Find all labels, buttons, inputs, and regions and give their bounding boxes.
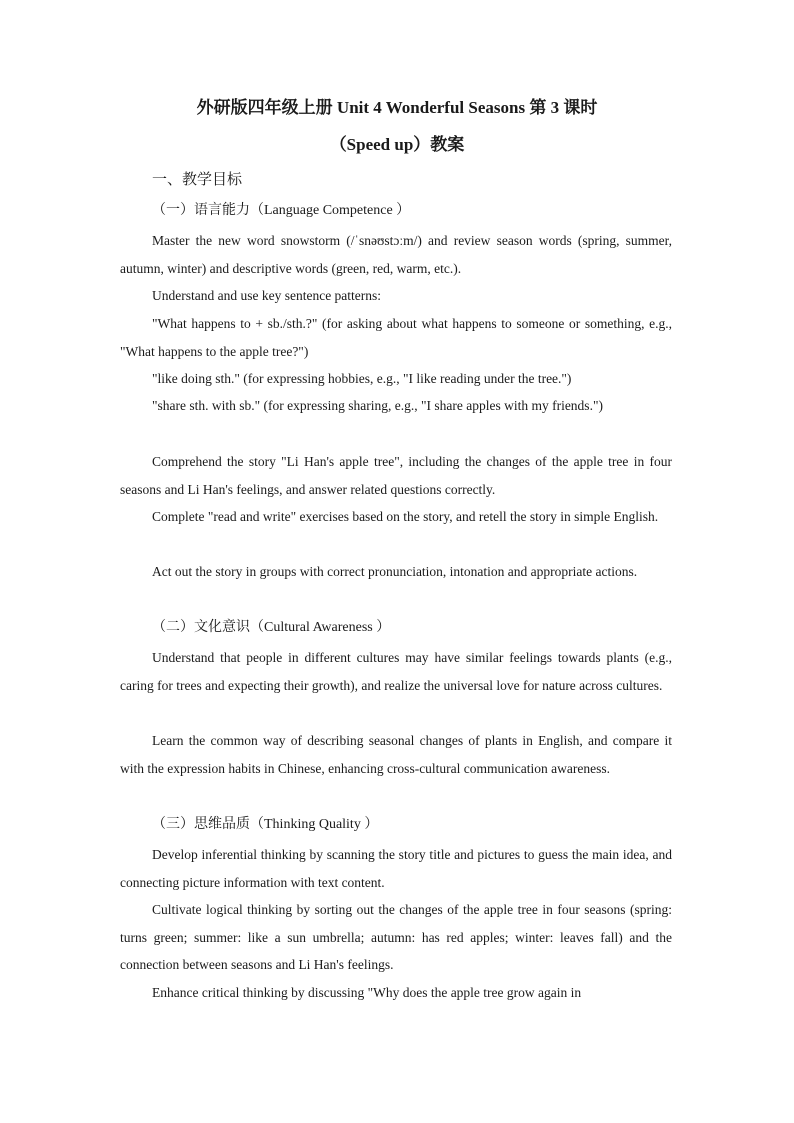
document-title-line-2: （Speed up）教案 bbox=[329, 135, 465, 154]
paragraph: Understand that people in different cultures may have similar feelings towards plants (e.g., caring for trees and expecting their growth), and realize the universal love for nature across cultures. bbox=[120, 650, 672, 693]
paragraph: Cultivate logical thinking by sorting out the changes of the apple tree in four seasons (spring: turns green; summer: like a sun umbrella; autumn: has red apples; winter: leaves fall) and the connection between seasons and Li Han's feelings. bbox=[120, 902, 672, 972]
paragraph: Learn the common way of describing seasonal changes of plants in English, and compare it with the expression habits in Chinese, enhancing cross-cultural communication awareness. bbox=[120, 733, 672, 776]
paragraph: "share sth. with sb." (for expressing sharing, e.g., "I share apples with my friends.") bbox=[152, 398, 603, 413]
subsection-heading-language-competence: （一）语言能力（Language Competence ） bbox=[152, 203, 411, 218]
paragraph: Develop inferential thinking by scanning the story title and pictures to guess the main idea, and connecting picture information with text content. bbox=[120, 847, 672, 890]
paragraph: Enhance critical thinking by discussing "Why does the apple tree grow again in bbox=[152, 985, 582, 1000]
paragraph: Understand and use key sentence patterns: bbox=[152, 288, 382, 303]
paragraph: "like doing sth." (for expressing hobbies, e.g., "I like reading under the tree.") bbox=[152, 371, 572, 386]
paragraph: Complete "read and write" exercises based on the story, and retell the story in simple English. bbox=[152, 509, 659, 524]
subsection-heading-thinking-quality: （三）思维品质（Thinking Quality ） bbox=[152, 817, 379, 832]
subsection-heading-cultural-awareness: （二）文化意识（Cultural Awareness ） bbox=[152, 620, 391, 635]
paragraph: Master the new word snowstorm (/ˈsnəʊstɔːm/) and review season words (spring, summer, autumn, winter) and descriptive words (green, red, warm, etc.). bbox=[120, 233, 672, 276]
paragraph: Comprehend the story "Li Han's apple tree", including the changes of the apple tree in four seasons and Li Han's feelings, and answer related questions correctly. bbox=[120, 454, 672, 497]
section-heading-teaching-objectives: 一、教学目标 bbox=[152, 172, 243, 188]
paragraph: "What happens to + sb./sth.?" (for asking about what happens to someone or something, e.g., "What happens to the apple tree?") bbox=[120, 316, 672, 359]
document-title-line-1: 外研版四年级上册 Unit 4 Wonderful Seasons 第 3 课时 bbox=[196, 98, 598, 117]
paragraph: Act out the story in groups with correct pronunciation, intonation and appropriate actions. bbox=[152, 564, 638, 579]
